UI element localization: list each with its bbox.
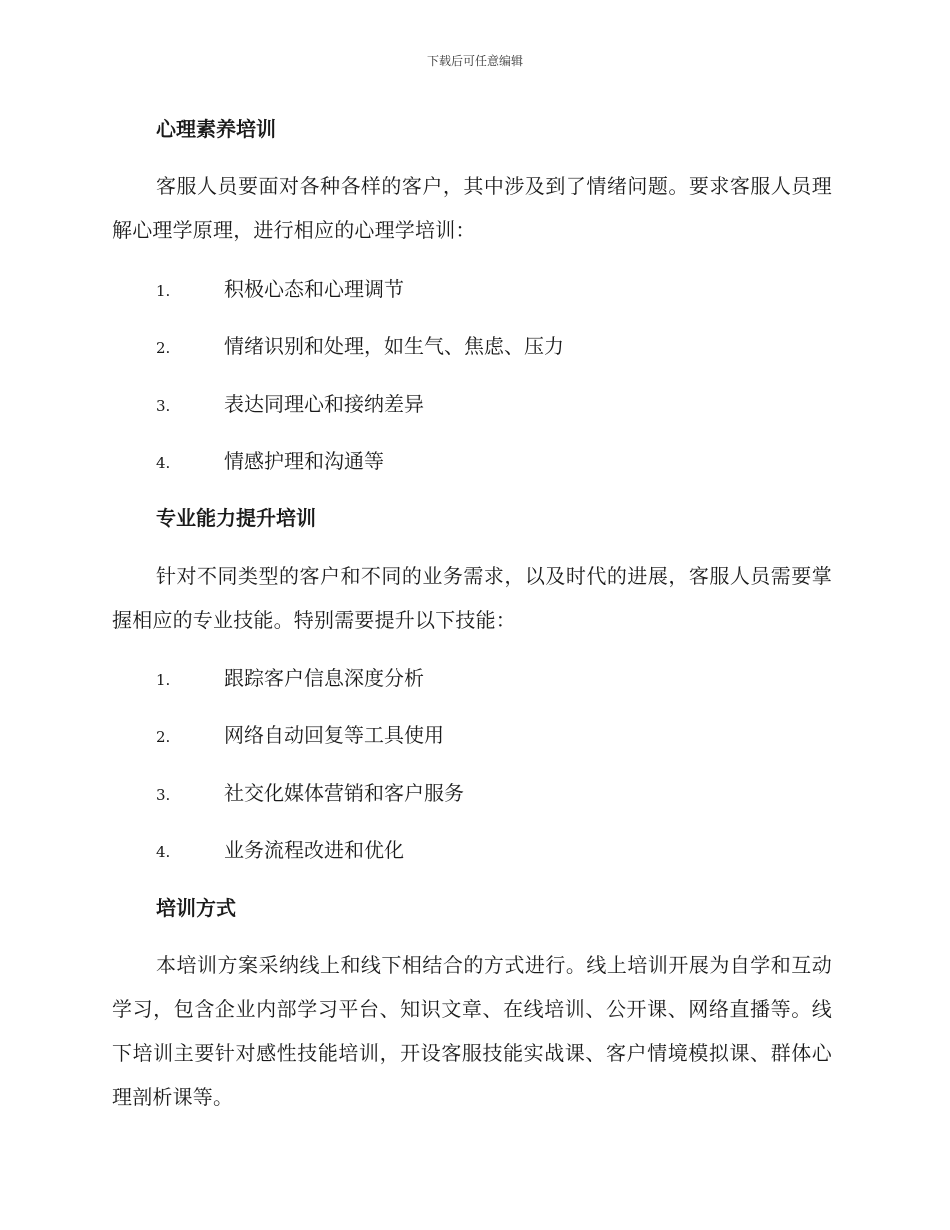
list-item [156, 275, 404, 305]
list-item [156, 447, 384, 477]
section-heading: 心理素养培训 [156, 117, 276, 141]
list-number: 4. [156, 454, 171, 472]
list-item [156, 664, 424, 694]
list-item [156, 332, 564, 362]
list-number: 1. [156, 282, 171, 300]
list-text: 情感护理和沟通等 [224, 449, 384, 473]
section-paragraph: 针对不同类型的客户和不同的业务需求，以及时代的进展，客服人员需要掌握相应的专业技能。特别需要提升以下技能： [112, 564, 832, 632]
list-number: 4. [156, 843, 171, 861]
list-item [156, 836, 404, 866]
section-paragraph: 客服人员要面对各种各样的客户，其中涉及到了情绪问题。要求客服人员理解心理学原理，进行相应的心理学培训： [112, 174, 832, 242]
list-text: 表达同理心和接纳差异 [224, 392, 424, 416]
section-paragraph: 本培训方案采纳线上和线下相结合的方式进行。线上培训开展为自学和互动学习，包含企业内部学习平台、知识文章、在线培训、公开课、网络直播等。线下培训主要针对感性技能培训，开设客服技能实战课、客户情境模拟课、群体心理剖析课等。 [112, 953, 832, 1109]
list-item [156, 721, 444, 751]
section-heading: 专业能力提升培训 [156, 506, 316, 530]
list-item [156, 779, 464, 809]
list-text: 跟踪客户信息深度分析 [224, 666, 424, 690]
list-text: 情绪识别和处理，如生气、焦虑、压力 [224, 334, 564, 358]
list-text: 积极心态和心理调节 [224, 277, 404, 301]
list-item [156, 390, 424, 420]
list-number: 1. [156, 671, 171, 689]
list-number: 3. [156, 786, 171, 804]
list-number: 3. [156, 397, 171, 415]
list-text: 社交化媒体营销和客户服务 [224, 781, 464, 805]
list-text: 网络自动回复等工具使用 [224, 723, 444, 747]
header-note: 下载后可任意编辑 [426, 54, 523, 68]
list-text: 业务流程改进和优化 [224, 838, 404, 862]
section-heading: 培训方式 [156, 896, 236, 920]
list-number: 2. [156, 339, 171, 357]
list-number: 2. [156, 728, 171, 746]
